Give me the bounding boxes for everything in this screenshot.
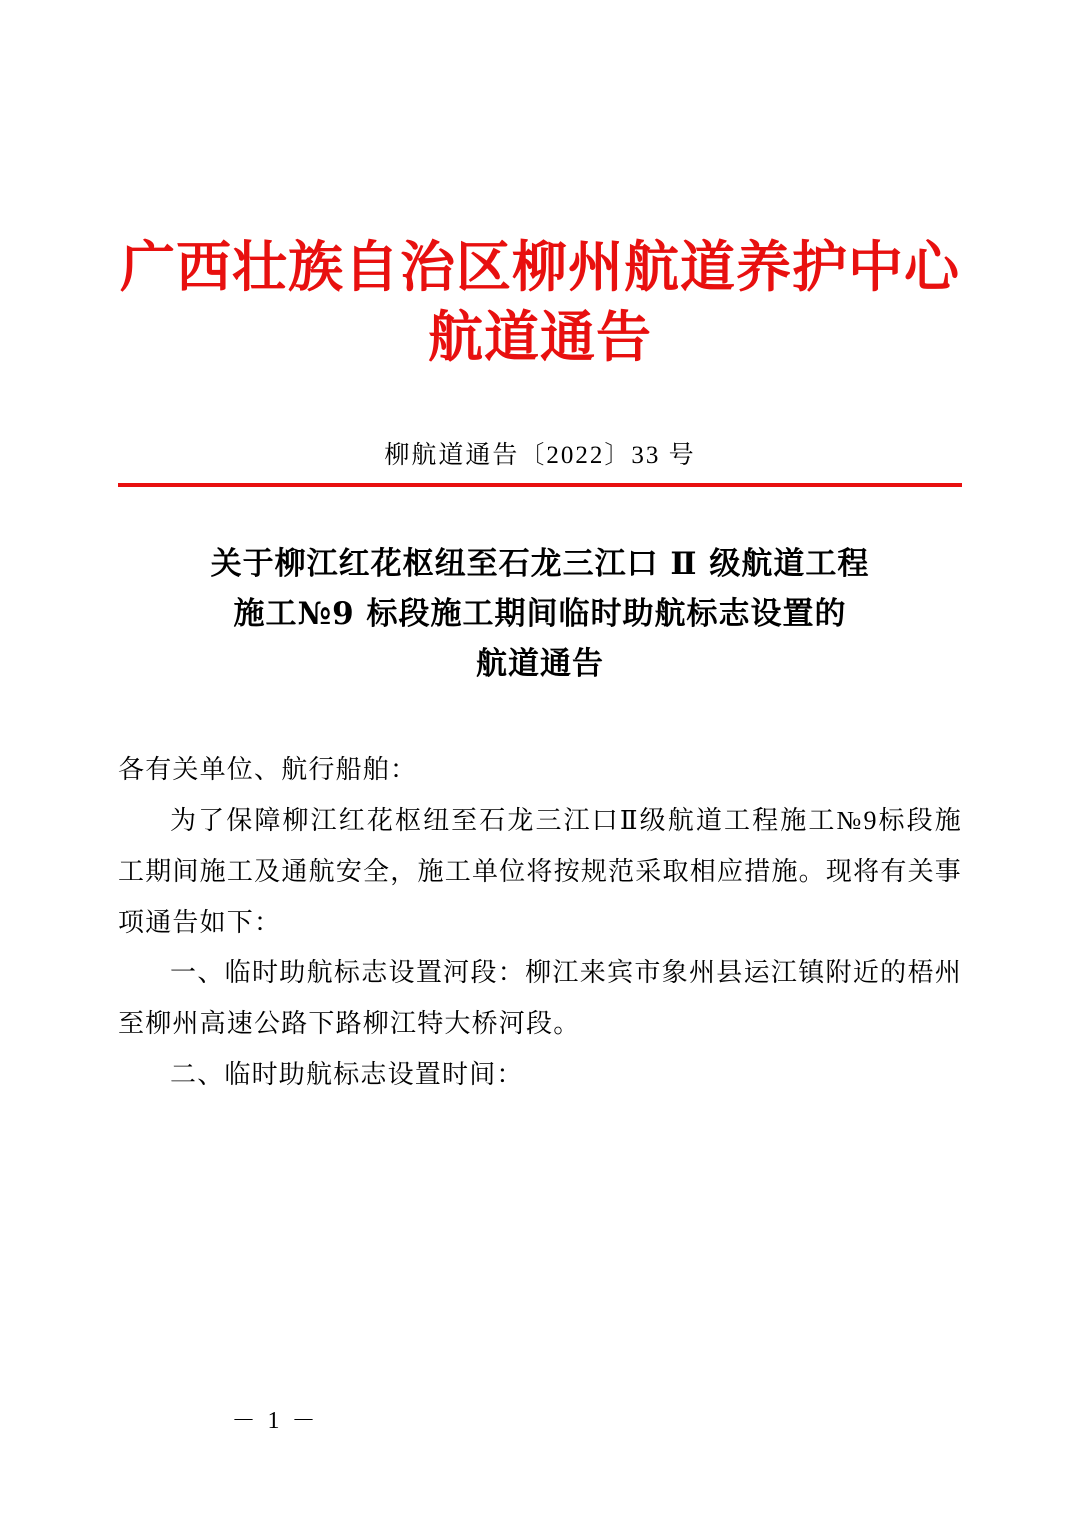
body-salutation: 各有关单位、航行船舶： [118, 755, 418, 785]
body-paragraph-2: 一、临时助航标志设置河段：柳江来宾市象州县运江镇附近的梧州至柳州高速公路下路柳江特大桥河段。 [118, 958, 962, 1038]
document-title-line-3: 航道通告 [476, 646, 604, 683]
document-title-line-2: 施工№9 标段施工期间临时助航标志设置的 [233, 596, 847, 632]
document-number-block [118, 435, 962, 487]
masthead-line-2: 航道通告 [427, 304, 652, 370]
page-footer [0, 1400, 1080, 1435]
red-divider-rule [118, 483, 962, 487]
body-paragraph-3: 二、临时助航标志设置时间： [170, 1059, 524, 1089]
page-number: － 1 － [231, 1408, 319, 1434]
masthead-line-1: 广西壮族自治区柳州航道养护中心 [119, 234, 960, 299]
body-paragraph-1: 为了保障柳江红花枢纽至石龙三江口Ⅱ级航道工程施工№9标段施工期间施工及通航安全，施工单位将按规范采取相应措施。现将有关事项通告如下： [118, 806, 962, 937]
document-number: 柳航道通告〔2022〕33 号 [384, 441, 696, 469]
masthead [118, 0, 962, 373]
document-title-line-1: 关于柳江红花枢纽至石龙三江口 Ⅱ 级航道工程 [210, 545, 870, 582]
document-title [118, 539, 962, 690]
document-body [118, 745, 962, 1100]
